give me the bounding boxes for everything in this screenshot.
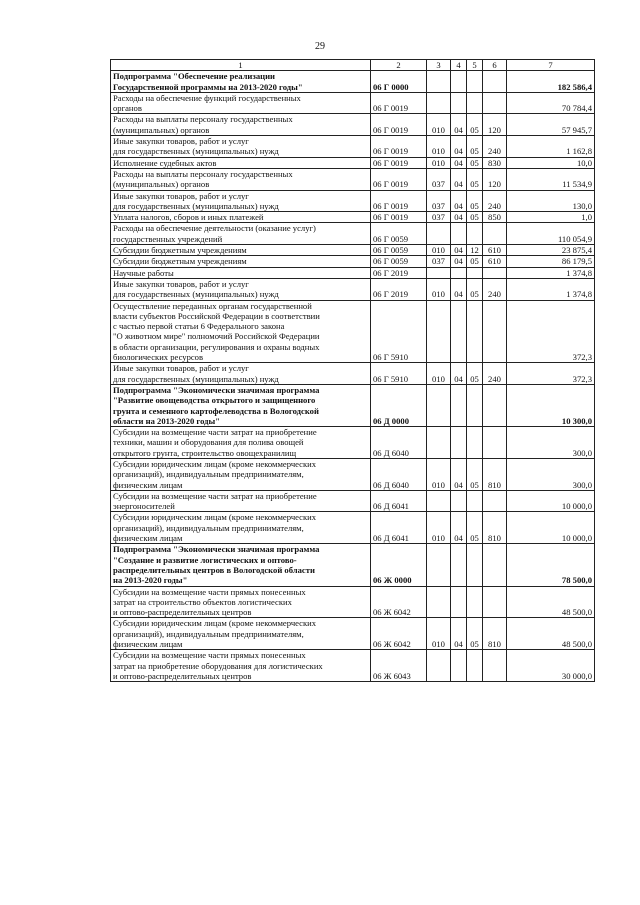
table-row: [111, 92, 595, 114]
amount-cell: 110 054,9: [507, 223, 595, 245]
row-name-cell: Подпрограмма "Экономически значимая программа "Развитие овощеводства открытого и защищенного грунта и семенного картофелеводства в Вологодской области на 2013-2020 годы": [111, 384, 371, 426]
col6-cell: 240: [483, 190, 507, 212]
col6-cell: 850: [483, 212, 507, 223]
amount-cell: 86 179,5: [507, 256, 595, 267]
amount-cell: 57 945,7: [507, 114, 595, 136]
budget-code-cell: 06 Г 0019: [371, 190, 427, 212]
col5-cell: [467, 384, 483, 426]
col4-cell: 04: [451, 212, 467, 223]
col5-cell: [467, 267, 483, 278]
budget-code-cell: 06 Г 0000: [371, 71, 427, 93]
col3-cell: 010: [427, 114, 451, 136]
table-row: [111, 650, 595, 682]
budget-code-cell: 06 Г 0019: [371, 136, 427, 158]
table-row: [111, 278, 595, 300]
subprogram-row: [111, 71, 595, 93]
row-name-cell: Иные закупки товаров, работ и услуг для государственных (муниципальных) нужд: [111, 278, 371, 300]
amount-cell: 10 000,0: [507, 490, 595, 512]
amount-cell: 1 374,8: [507, 267, 595, 278]
table-row: [111, 300, 595, 363]
budget-code-cell: 06 Г 5910: [371, 300, 427, 363]
col6-cell: [483, 490, 507, 512]
subprogram-row: [111, 384, 595, 426]
table-row: [111, 267, 595, 278]
col4-cell: [451, 300, 467, 363]
amount-cell: 1 162,8: [507, 136, 595, 158]
row-name-cell: Расходы на выплаты персоналу государственных (муниципальных) органов: [111, 168, 371, 190]
amount-cell: 70 784,4: [507, 92, 595, 114]
col6-cell: 810: [483, 458, 507, 490]
header-cell: 7: [507, 60, 595, 71]
budget-code-cell: 06 Г 5910: [371, 363, 427, 385]
amount-cell: 1 374,8: [507, 278, 595, 300]
table-row: [111, 136, 595, 158]
col5-cell: [467, 586, 483, 618]
amount-cell: 78 500,0: [507, 544, 595, 586]
col4-cell: [451, 384, 467, 426]
col3-cell: [427, 267, 451, 278]
amount-cell: 182 586,4: [507, 71, 595, 93]
col5-cell: [467, 223, 483, 245]
col6-cell: 240: [483, 363, 507, 385]
table-row: [111, 512, 595, 544]
col5-cell: [467, 544, 483, 586]
row-name-cell: Уплата налогов, сборов и иных платежей: [111, 212, 371, 223]
col5-cell: 05: [467, 157, 483, 168]
row-name-cell: Иные закупки товаров, работ и услуг для государственных (муниципальных) нужд: [111, 190, 371, 212]
col5-cell: 05: [467, 618, 483, 650]
table-row: [111, 458, 595, 490]
budget-table: [110, 59, 595, 682]
amount-cell: 300,0: [507, 427, 595, 459]
budget-code-cell: 06 Г 0059: [371, 256, 427, 267]
col3-cell: 037: [427, 256, 451, 267]
col5-cell: 05: [467, 212, 483, 223]
col5-cell: [467, 300, 483, 363]
col3-cell: 037: [427, 168, 451, 190]
col3-cell: 010: [427, 618, 451, 650]
col4-cell: 04: [451, 157, 467, 168]
col5-cell: [467, 490, 483, 512]
col3-cell: 010: [427, 458, 451, 490]
col5-cell: [467, 92, 483, 114]
col3-cell: 010: [427, 245, 451, 256]
amount-cell: 372,3: [507, 363, 595, 385]
col4-cell: [451, 490, 467, 512]
header-cell: 1: [111, 60, 371, 71]
table-row: [111, 223, 595, 245]
row-name-cell: Иные закупки товаров, работ и услуг для государственных (муниципальных) нужд: [111, 136, 371, 158]
col3-cell: [427, 544, 451, 586]
row-name-cell: Субсидии юридическим лицам (кроме некоммерческих организаций), индивидуальным предпринимателям, физическим лицам: [111, 618, 371, 650]
amount-cell: 300,0: [507, 458, 595, 490]
amount-cell: 1,0: [507, 212, 595, 223]
col6-cell: [483, 71, 507, 93]
row-name-cell: Иные закупки товаров, работ и услуг для государственных (муниципальных) нужд: [111, 363, 371, 385]
col6-cell: [483, 223, 507, 245]
col4-cell: 04: [451, 168, 467, 190]
col6-cell: 240: [483, 136, 507, 158]
col6-cell: [483, 650, 507, 682]
col6-cell: 120: [483, 114, 507, 136]
col3-cell: [427, 71, 451, 93]
amount-cell: 30 000,0: [507, 650, 595, 682]
budget-code-cell: 06 Г 0059: [371, 245, 427, 256]
budget-code-cell: 06 Д 6040: [371, 458, 427, 490]
amount-cell: 48 500,0: [507, 586, 595, 618]
col4-cell: 04: [451, 136, 467, 158]
col3-cell: 010: [427, 363, 451, 385]
row-name-cell: Расходы на обеспечение функций государственных органов: [111, 92, 371, 114]
col6-cell: 830: [483, 157, 507, 168]
table-row: [111, 212, 595, 223]
table-row: [111, 363, 595, 385]
amount-cell: 10 000,0: [507, 512, 595, 544]
budget-code-cell: 06 Г 0019: [371, 114, 427, 136]
col6-cell: 810: [483, 618, 507, 650]
col3-cell: [427, 490, 451, 512]
col6-cell: [483, 267, 507, 278]
page-number: 29: [315, 41, 325, 52]
row-name-cell: Расходы на выплаты персоналу государственных (муниципальных) органов: [111, 114, 371, 136]
col5-cell: 05: [467, 136, 483, 158]
col3-cell: [427, 427, 451, 459]
col4-cell: 04: [451, 114, 467, 136]
row-name-cell: Научные работы: [111, 267, 371, 278]
col6-cell: [483, 384, 507, 426]
amount-cell: 23 875,4: [507, 245, 595, 256]
table-row: [111, 114, 595, 136]
amount-cell: 130,0: [507, 190, 595, 212]
col5-cell: 05: [467, 363, 483, 385]
col6-cell: [483, 586, 507, 618]
table-row: [111, 190, 595, 212]
header-cell: 4: [451, 60, 467, 71]
budget-code-cell: 06 Г 2019: [371, 278, 427, 300]
col6-cell: [483, 544, 507, 586]
budget-code-cell: 06 Г 0019: [371, 212, 427, 223]
col3-cell: [427, 586, 451, 618]
row-name-cell: Субсидии на возмещение части прямых понесенных затрат на приобретение оборудования для логистических и оптово-распределительных центров: [111, 650, 371, 682]
header-cell: 5: [467, 60, 483, 71]
col5-cell: 05: [467, 512, 483, 544]
budget-code-cell: 06 Г 0019: [371, 157, 427, 168]
col6-cell: 810: [483, 512, 507, 544]
table-row: [111, 427, 595, 459]
amount-cell: 48 500,0: [507, 618, 595, 650]
col6-cell: 610: [483, 245, 507, 256]
col6-cell: [483, 427, 507, 459]
budget-code-cell: 06 Ж 6042: [371, 586, 427, 618]
amount-cell: 372,3: [507, 300, 595, 363]
col3-cell: [427, 223, 451, 245]
budget-code-cell: 06 Ж 0000: [371, 544, 427, 586]
row-name-cell: Субсидии бюджетным учреждениям: [111, 245, 371, 256]
row-name-cell: Осуществление переданных органам государственной власти субъектов Российской Федерации в соответствии с частью первой статьи 6 Федерального закона "О животном мире" полномочий Российской Федерации в области организации, регулирования и охраны водных биологических ресурсов: [111, 300, 371, 363]
col3-cell: [427, 650, 451, 682]
col4-cell: 04: [451, 190, 467, 212]
col4-cell: 04: [451, 512, 467, 544]
col3-cell: 010: [427, 512, 451, 544]
header-row: [111, 60, 595, 71]
col3-cell: 010: [427, 278, 451, 300]
col4-cell: [451, 267, 467, 278]
col4-cell: [451, 92, 467, 114]
col6-cell: [483, 92, 507, 114]
col3-cell: 010: [427, 136, 451, 158]
col5-cell: 05: [467, 168, 483, 190]
budget-code-cell: 06 Д 6041: [371, 490, 427, 512]
col4-cell: [451, 427, 467, 459]
col4-cell: [451, 544, 467, 586]
budget-code-cell: 06 Ж 6042: [371, 618, 427, 650]
budget-code-cell: 06 Д 0000: [371, 384, 427, 426]
col4-cell: 04: [451, 245, 467, 256]
table-row: [111, 168, 595, 190]
col3-cell: 010: [427, 157, 451, 168]
col5-cell: 05: [467, 114, 483, 136]
row-name-cell: Субсидии на возмещение части затрат на приобретение техники, машин и оборудования для полива овощей открытого грунта, строительство овощехранилищ: [111, 427, 371, 459]
col3-cell: 037: [427, 212, 451, 223]
col5-cell: [467, 71, 483, 93]
col5-cell: 12: [467, 245, 483, 256]
col6-cell: [483, 300, 507, 363]
col4-cell: 04: [451, 458, 467, 490]
col5-cell: [467, 427, 483, 459]
row-name-cell: Субсидии бюджетным учреждениям: [111, 256, 371, 267]
row-name-cell: Субсидии на возмещение части прямых понесенных затрат на строительство объектов логистических и оптово-распределительных центров: [111, 586, 371, 618]
col4-cell: 04: [451, 256, 467, 267]
col5-cell: [467, 650, 483, 682]
col5-cell: 05: [467, 256, 483, 267]
row-name-cell: Субсидии юридическим лицам (кроме некоммерческих организаций), индивидуальным предпринимателям, физическим лицам: [111, 458, 371, 490]
col3-cell: [427, 300, 451, 363]
col6-cell: 240: [483, 278, 507, 300]
col3-cell: 037: [427, 190, 451, 212]
table-row: [111, 618, 595, 650]
col4-cell: [451, 71, 467, 93]
col4-cell: 04: [451, 363, 467, 385]
row-name-cell: Субсидии юридическим лицам (кроме некоммерческих организаций), индивидуальным предпринимателям, физическим лицам: [111, 512, 371, 544]
budget-code-cell: 06 Г 0059: [371, 223, 427, 245]
col6-cell: 610: [483, 256, 507, 267]
row-name-cell: Расходы на обеспечение деятельности (оказание услуг) государственных учреждений: [111, 223, 371, 245]
col4-cell: [451, 223, 467, 245]
budget-code-cell: 06 Г 0019: [371, 92, 427, 114]
budget-code-cell: 06 Ж 6043: [371, 650, 427, 682]
col5-cell: 05: [467, 190, 483, 212]
table-row: [111, 256, 595, 267]
col6-cell: 120: [483, 168, 507, 190]
header-cell: 3: [427, 60, 451, 71]
amount-cell: 10 300,0: [507, 384, 595, 426]
table-row: [111, 157, 595, 168]
col5-cell: 05: [467, 458, 483, 490]
col4-cell: 04: [451, 278, 467, 300]
col4-cell: [451, 586, 467, 618]
table-row: [111, 586, 595, 618]
amount-cell: 11 534,9: [507, 168, 595, 190]
col4-cell: [451, 650, 467, 682]
budget-code-cell: 06 Г 2019: [371, 267, 427, 278]
budget-code-cell: 06 Д 6040: [371, 427, 427, 459]
row-name-cell: Подпрограмма "Обеспечение реализации Государственной программы на 2013-2020 годы": [111, 71, 371, 93]
budget-code-cell: 06 Г 0019: [371, 168, 427, 190]
amount-cell: 10,0: [507, 157, 595, 168]
col4-cell: 04: [451, 618, 467, 650]
header-cell: 6: [483, 60, 507, 71]
row-name-cell: Субсидии на возмещение части затрат на приобретение энергоносителей: [111, 490, 371, 512]
col5-cell: 05: [467, 278, 483, 300]
table-body: [111, 71, 595, 682]
row-name-cell: Исполнение судебных актов: [111, 157, 371, 168]
table-row: [111, 490, 595, 512]
col3-cell: [427, 92, 451, 114]
subprogram-row: [111, 544, 595, 586]
col3-cell: [427, 384, 451, 426]
header-cell: 2: [371, 60, 427, 71]
row-name-cell: Подпрограмма "Экономически значимая программа "Создание и развитие логистических и оптово- распределительных центров в Вологодской области на 2013-2020 годы": [111, 544, 371, 586]
budget-code-cell: 06 Д 6041: [371, 512, 427, 544]
table-row: [111, 245, 595, 256]
